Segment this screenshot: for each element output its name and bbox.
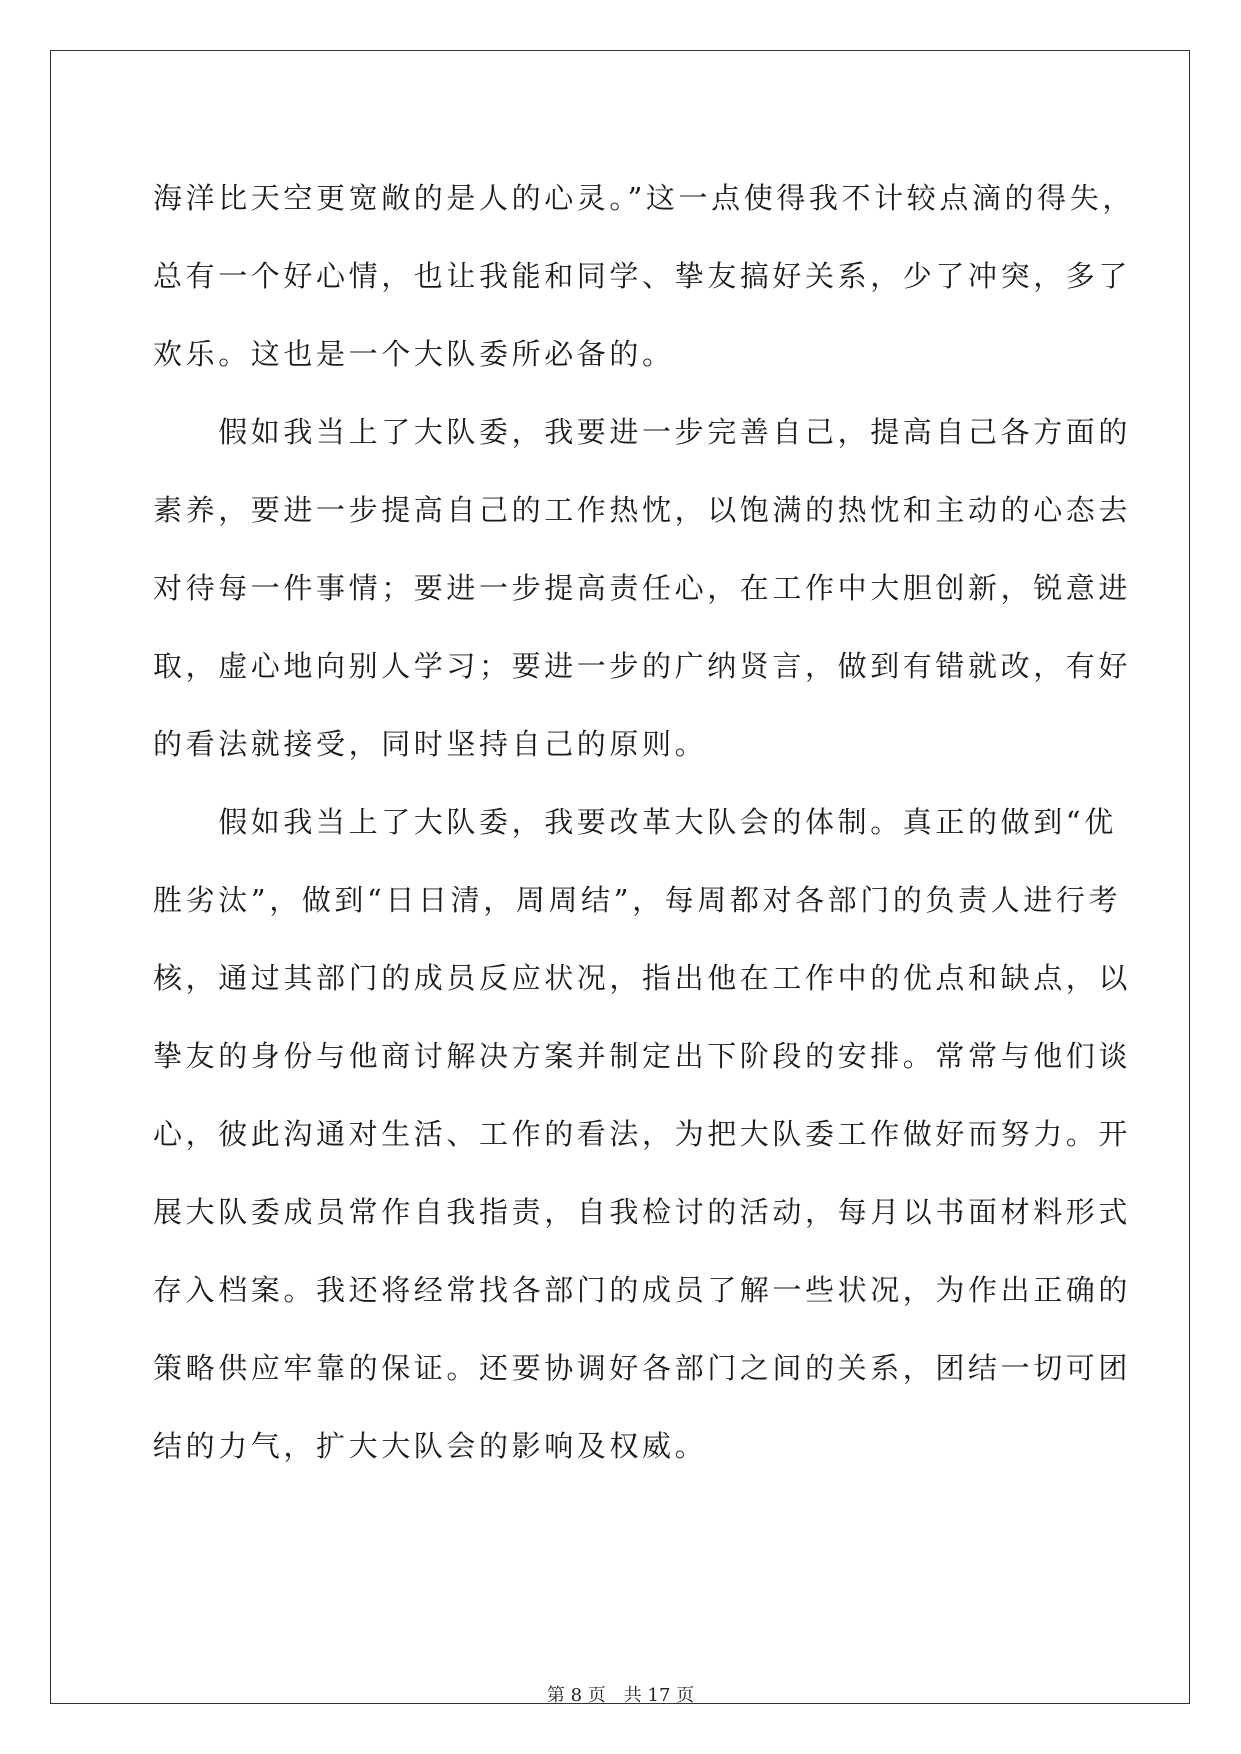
text-line: 总有一个好心情，也让我能和同学、挚友搞好关系，少了冲突，多了: [153, 259, 1132, 293]
text-line: 假如我当上了大队委，我要进一步完善自己，提高自己各方面的: [153, 415, 1132, 449]
text-line: 心，彼此沟通对生活、工作的看法，为把大队委工作做好而努力。开: [153, 1117, 1132, 1151]
text-line: 取，虚心地向别人学习；要进一步的广纳贤言，做到有错就改，有好: [153, 649, 1132, 683]
text-line: 胜劣汰”，做到“日日清，周周结”，每周都对各部门的负责人进行考: [153, 883, 1122, 917]
text-line: 挚友的身份与他商讨解决方案并制定出下阶段的安排。常常与他们谈: [153, 1039, 1132, 1073]
text-line: 展大队委成员常作自我指责，自我检讨的活动，每月以书面材料形式: [153, 1195, 1132, 1229]
page-number: 第 8 页 共 17 页: [546, 1685, 695, 1706]
text-line: 假如我当上了大队委，我要改革大队会的体制。真正的做到“优: [153, 805, 1117, 839]
text-line: 存入档案。我还将经常找各部门的成员了解一些状况，为作出正确的: [153, 1273, 1132, 1307]
text-line: 素养，要进一步提高自己的工作热忱，以饱满的热忱和主动的心态去: [153, 493, 1132, 527]
text-line: 的看法就接受，同时坚持自己的原则。: [153, 727, 708, 761]
text-line: 策略供应牢靠的保证。还要协调好各部门之间的关系，团结一切可团: [153, 1351, 1132, 1385]
text-line: 海洋比天空更宽敞的是人的心灵。”这一点使得我不计较点滴的得失，: [153, 181, 1135, 215]
text-line: 欢乐。这也是一个大队委所必备的。: [153, 337, 675, 371]
text-line: 结的力气，扩大大队会的影响及权威。: [153, 1429, 708, 1463]
text-line: 对待每一件事情；要进一步提高责任心，在工作中大胆创新，锐意进: [153, 571, 1132, 605]
text-line: 核，通过其部门的成员反应状况，指出他在工作中的优点和缺点，以: [153, 961, 1132, 995]
